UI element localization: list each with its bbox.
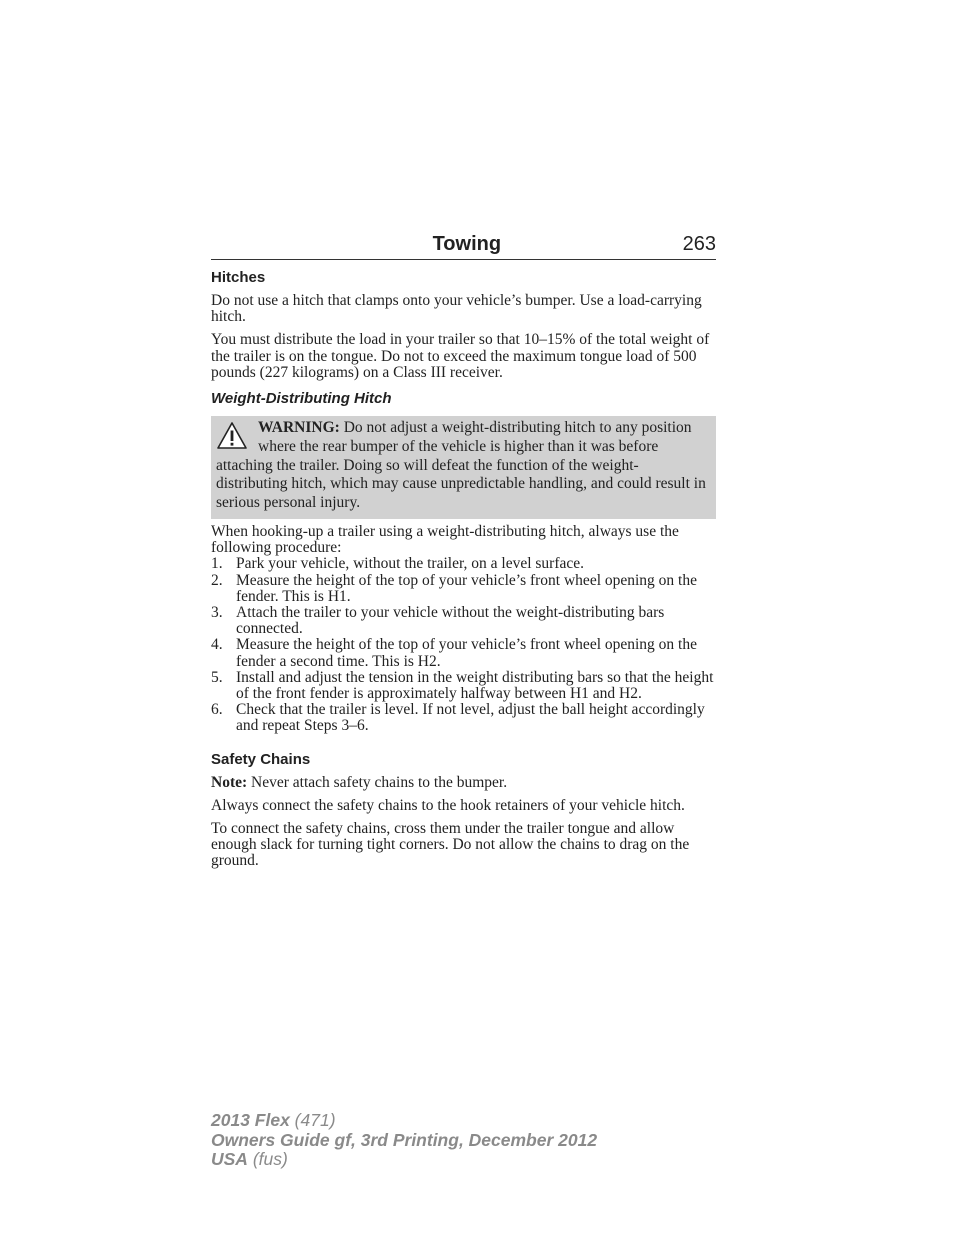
list-item: 4. Measure the height of the top of your vehicle’s front wheel opening on the fender a second time. This is H2. [211,636,697,670]
page-content [211,226,716,877]
hitches-paragraph-1: Do not use a hitch that clamps onto your vehicle’s bumper. Use a load-carrying hitch. [211,292,702,326]
list-item: 1. Park your vehicle, without the trailer, on a level surface. [211,555,585,573]
procedure-steps [211,556,716,734]
footer-line-1: 2013 Flex (471) [211,1110,336,1130]
list-item: 6. Check that the trailer is level. If not level, adjust the ball height accordingly and repeat Steps 3–6. [211,701,705,735]
warning-box [211,416,716,519]
warning-triangle-icon [216,421,248,451]
procedure-intro: When hooking-up a trailer using a weight-distributing hitch, always use the following procedure: [211,523,679,557]
hitches-paragraph-2: You must distribute the load in your trailer so that 10–15% of the total weight of the trailer is on the tongue. Do not to exceed the maximum tongue load of 500 pounds (227 kilograms) on a Class III receiver. [211,331,710,381]
list-item: 2. Measure the height of the top of your vehicle’s front wheel opening on the fender. This is H1. [211,571,697,605]
warning-label: WARNING: [258,419,340,437]
section-title: Towing [432,233,502,255]
weight-distributing-hitch-heading: Weight-Distributing Hitch [211,390,392,408]
page-number: 263 [682,233,716,255]
warning-text: Do not adjust a weight-distributing hitch to any position where the rear bumper of the vehicle is higher than it was before attaching the trailer. Doing so will defeat the function of the weight-distributing hitch, which may cause unpredictable handling, and could result in serious personal injury. [216,419,706,512]
safety-chains-paragraph-2: To connect the safety chains, cross them under the trailer tongue and allow enough slack for turning tight corners. Do not allow the chains to drag on the ground. [211,820,690,870]
safety-chains-note [211,775,716,791]
list-item: 3. Attach the trailer to your vehicle without the weight-distributing bars connected. [211,604,665,638]
footer-line-3: USA (fus) [211,1149,288,1169]
safety-chains-heading: Safety Chains [211,750,311,768]
note-label: Note: [211,773,248,791]
page-header [211,226,716,260]
list-item: 5. Install and adjust the tension in the weight distributing bars so that the height of the front fender is approximately halfway between H1 and H2. [211,668,714,703]
note-text: Never attach safety chains to the bumper. [247,773,508,791]
footer-line-2: Owners Guide gf, 3rd Printing, December 2012 [211,1129,598,1150]
page-footer [211,1111,597,1170]
hitches-heading: Hitches [211,269,266,286]
safety-chains-paragraph-1: Always connect the safety chains to the hook retainers of your vehicle hitch. [211,796,685,814]
